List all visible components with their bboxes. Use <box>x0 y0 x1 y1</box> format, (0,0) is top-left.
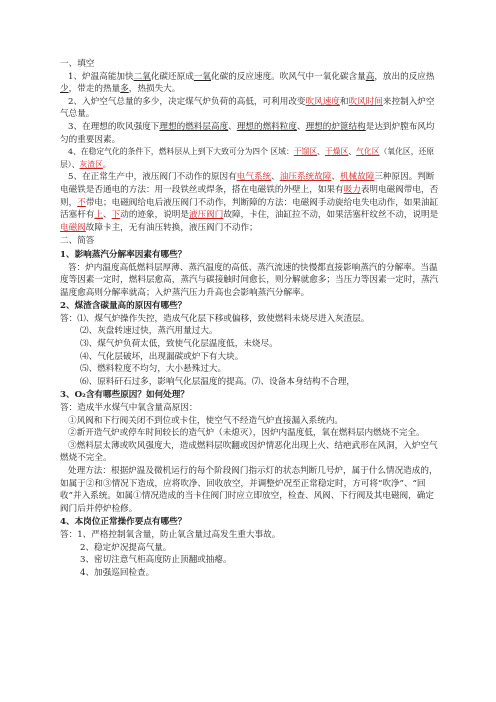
answer-blank: 电气系统 <box>236 172 272 183</box>
answer-blank: 吹风速度 <box>305 96 340 107</box>
fill-text: 、 <box>296 121 306 132</box>
question-2-title: 2、煤渣含碳量高的原因有哪些？ <box>60 301 187 312</box>
fill-text: ，热损失大。 <box>128 84 181 95</box>
fill-text: 2、入炉空气总量的多少，决定煤气炉负荷的高低，可利用改变 <box>68 96 306 107</box>
answer-blank: 干馏区 <box>293 147 318 157</box>
fill-text: 、 <box>317 147 325 157</box>
answer-blank: 下 <box>111 210 121 221</box>
answer-blank: 吹风时间 <box>348 96 383 107</box>
q2-item: ⑸、燃料粒度不均匀，大小悬殊过大。 <box>80 364 227 375</box>
fill-text: 、 <box>228 121 237 132</box>
q2-item: 答：⑴、煤气炉操作失控，造成气化层下移或偏移，致使燃料未烧尽进入灰渣层。 <box>60 313 370 324</box>
q3-item: ①风阀和下行阀关闭不到位或卡住，使空气不经造气炉直接漏入系统内。 <box>68 415 344 426</box>
fill-text: 三种原因。判断电磁铁是否通电的方法：用一段铁丝或焊条，搭在电磁铁的外壁上，如果有 <box>60 172 435 195</box>
q2-item: ⑷、气化层破坏，出现漏碳或炉下有大块。 <box>80 351 244 362</box>
answer-blank: 理想的炉篦结构 <box>305 121 366 132</box>
fill-text: 化碳还原成 <box>150 71 194 82</box>
answer-blank: 二氧 <box>133 71 151 82</box>
q4-item: 4、加强巡回检查。 <box>80 567 155 578</box>
q3-item: 处理方法：根据炉温及微机运行的每个阶段阀门指示灯的状态判断几号炉，属于什么情况造成的，如属于②和③情况下造成，应将吹净、回收放空，并调整炉况至正常稳定时，方可将“吹净”、“回收”并入系统。如属①情况造成的当卡住阀门时应立即放空，检查、风阀、下行阀及其电磁阀，确定阀门后并停炉检修。 <box>60 466 438 514</box>
fill-text: 和 <box>339 96 349 107</box>
answer-blank: 少 <box>60 84 69 95</box>
fill-blank-list <box>60 71 440 235</box>
fill-text: 4、在稳定气化的条件下，燃料层从上到下大致可分为四个 区域： <box>68 147 294 157</box>
answer-blank: 灰渣区 <box>79 159 103 169</box>
fill-text: 1、炉温高能加快 <box>68 71 134 82</box>
fill-item-4 <box>60 146 440 171</box>
fill-item-1 <box>60 71 440 96</box>
fill-text: 故障，卡住，油缸拉不动，如果活塞杆纹丝不动，说明是 <box>223 210 439 221</box>
answer-blank: 不 <box>77 197 86 208</box>
q3-item: ②新开造气炉或停车时间较长的造气炉（未熄灭），因炉内温度低，氧在燃料层内燃烧不完全。 <box>68 428 425 439</box>
fill-text: 是达到炉膛布风均匀的重要因素。 <box>60 121 435 145</box>
answer-blank: 机械故障 <box>339 172 375 183</box>
q3-item: ③燃料层太薄或吹风强度大，造成燃料层吹翻或因炉情恶化出现上火、结疤武形在风洞，入炉空气燃烧不完全。 <box>60 440 438 464</box>
section-title-short-answer: 二、简答 <box>60 236 95 247</box>
fill-text: 带电；电磁阀给电后液压阀门不动作，判断障的方法：电磁阀手动旋给电失电动作，如果油缸活塞杆有 <box>60 197 439 221</box>
answer-blank: 高 <box>365 71 375 82</box>
fill-text: 动的迹象，说明是 <box>120 210 189 221</box>
fill-text: （氧化区，还原层）、 <box>60 147 435 169</box>
fill-item-3 <box>60 121 440 146</box>
fill-item-5 <box>60 171 440 234</box>
document-page <box>60 58 440 579</box>
question-1-title: 1、影响蒸汽分解率因素有哪些？ <box>60 249 187 260</box>
fill-text: 、 <box>348 147 357 157</box>
fill-text: 、 <box>271 172 280 183</box>
q2-item: ⑶、煤气炉负荷太低，致使气化层温度低，未烧尽。 <box>80 339 278 350</box>
fill-item-2 <box>60 96 440 121</box>
q2-item: ⑹、原料矸石过多，影响气化层温度的提高。⑺、设备本身结构不合理， <box>80 376 356 387</box>
fill-text: 。 <box>102 159 111 169</box>
answer-blank: 气化区 <box>356 147 380 157</box>
answer-blank: 上 <box>94 210 103 221</box>
answer-blank: 电磁阀 <box>60 222 86 233</box>
answer-blank: 吸力 <box>343 184 361 195</box>
answer-blank: 理想的燃料层高度 <box>159 121 229 132</box>
section-title-fill: 一、填空 <box>60 59 95 69</box>
question-1-answer: 答：炉内温度高低燃料层厚薄、蒸汽温度的高低、蒸汽流速的快慢都直接影响蒸汽的分解率。当温度等因素一定时，燃料层愈高，蒸汽与碳接触时间愈长，则分解就愈多；当压力等因素一定时，蒸汽温度愈高则分解率就高；入炉蒸汽压力升高也会影响蒸汽分解率。 <box>60 262 439 298</box>
fill-text: ，放出的反应热 <box>374 71 435 82</box>
fill-text: 3、在理想的吹风强度下 <box>68 121 160 132</box>
answer-blank: 多 <box>120 84 129 95</box>
q4-item: 2、稳定炉况提高气量。 <box>80 542 172 553</box>
answer-blank: 干燥区 <box>324 147 349 157</box>
fill-text: 、 <box>331 172 340 183</box>
fill-text: 故障卡主，无有油压转换，液压阀门不动作； <box>85 222 258 233</box>
fill-text: 5、在正常生产中，液压阀门不动作的原因有 <box>68 172 237 183</box>
fill-text: 来控制入炉空气总量。 <box>60 96 435 120</box>
question-3-title: 3、O₂含有哪些原因？如何处理？ <box>60 390 189 401</box>
fill-text: 、 <box>103 210 112 221</box>
answer-blank: 理想的燃料粒度 <box>236 121 297 132</box>
answer-blank: 一氧 <box>193 71 212 82</box>
q2-item: ⑵、灰盘转速过快，蒸汽用量过大。 <box>80 326 218 337</box>
fill-text: 表明电磁阀带电，否则， <box>60 184 439 208</box>
q3-item: 答：造成半水煤气中氧含量高原因： <box>60 403 198 414</box>
fill-text: 化碳的反应速度。吹风气中一氧化碳含量 <box>211 71 366 82</box>
fill-text: ，带走的热量 <box>68 84 121 95</box>
q4-item: 答：1、严格控制氧含量，防止氧含量过高发生重大事故。 <box>60 529 281 540</box>
question-4-title: 4、本岗位正常操作要点有哪些？ <box>60 517 187 528</box>
answer-blank: 油压系统故障 <box>279 172 332 183</box>
q4-item: 3、密切注意气柜高度防止顶翻或抽瘪。 <box>80 555 232 566</box>
answer-blank: 液压阀门 <box>188 210 224 221</box>
